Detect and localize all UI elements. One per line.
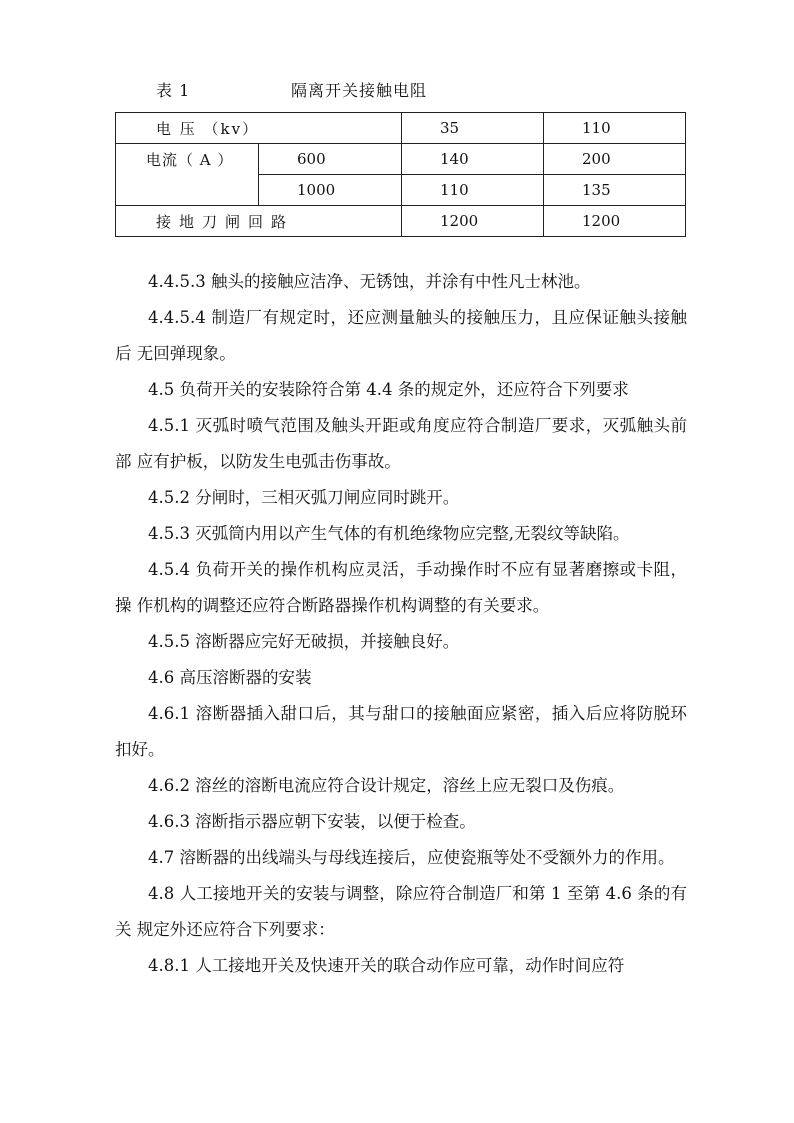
table-cell: 1200	[544, 206, 686, 237]
paragraph: 4.6.3 溶断指示器应朝下安装，以便于检查。	[148, 812, 476, 831]
paragraph: 4.5 负荷开关的安装除符合第 4.4 条的规定外，还应符合下列要求	[148, 380, 629, 399]
paragraph: 4.6 高压溶断器的安装	[148, 668, 312, 687]
table-cell: 135	[544, 175, 686, 206]
paragraph: 4.4.5.3 触头的接触应洁净、无锈蚀，并涂有中性凡士林池。	[148, 272, 591, 291]
table-cell: 200	[544, 144, 686, 175]
table-cell: 1200	[402, 206, 544, 237]
body-text	[115, 264, 687, 984]
table-number: 表 1	[156, 81, 191, 100]
table-row	[116, 144, 686, 175]
paragraph: 4.8.1 人工接地开关及快速开关的联合动作应可靠，动作时间应符	[148, 956, 625, 975]
contact-resistance-table	[115, 112, 686, 237]
table-cell: 140	[402, 144, 544, 175]
paragraph: 4.6.2 溶丝的溶断电流应符合设计规定，溶丝上应无裂口及伤痕。	[148, 776, 625, 795]
table-cell: 600	[259, 144, 402, 175]
table-cell: 110	[402, 175, 544, 206]
paragraph: 4.5.3 灭弧筒内用以产生气体的有机绝缘物应完整,无裂纹等缺陷。	[148, 524, 630, 543]
table-cell: 110	[544, 113, 686, 144]
table-title: 隔离开关接触电阻	[291, 81, 428, 100]
voltage-label: 电 压 （kv）	[116, 113, 402, 144]
paragraph: 4.5.2 分闸时，三相灭弧刀闸应同时跳开。	[148, 488, 460, 507]
current-label: 电流（ A ）	[116, 144, 259, 206]
ground-label: 接地刀闸回路	[116, 206, 402, 237]
table-caption	[156, 78, 427, 101]
paragraph: 4.6.1 溶断器插入甜口后，其与甜口的接触面应紧密，插入后应将防脱环扣好。	[115, 704, 687, 759]
table-cell: 1000	[259, 175, 402, 206]
paragraph: 4.8 人工接地开关的安装与调整，除应符合制造厂和第 1 至第 4.6 条的有关 规定外还应符合下列要求：	[115, 884, 687, 939]
table-row	[116, 206, 686, 237]
table-cell: 35	[402, 113, 544, 144]
paragraph: 4.5.1 灭弧时喷气范围及触头开距或角度应符合制造厂要求，灭弧触头前部 应有护板，以防发生电弧击伤事故。	[115, 416, 687, 471]
paragraph: 4.4.5.4 制造厂有规定时，还应测量触头的接触压力，且应保证触头接触后 无回弹现象。	[115, 308, 687, 363]
paragraph: 4.5.5 溶断器应完好无破损，并接触良好。	[148, 632, 460, 651]
paragraph: 4.5.4 负荷开关的操作机构应灵活，手动操作时不应有显著磨擦或卡阻，操 作机构的调整还应符合断路器操作机构调整的有关要求。	[115, 560, 687, 615]
paragraph: 4.7 溶断器的出线端头与母线连接后，应使瓷瓶等处不受额外力的作用。	[148, 848, 675, 867]
table-row	[116, 113, 686, 144]
